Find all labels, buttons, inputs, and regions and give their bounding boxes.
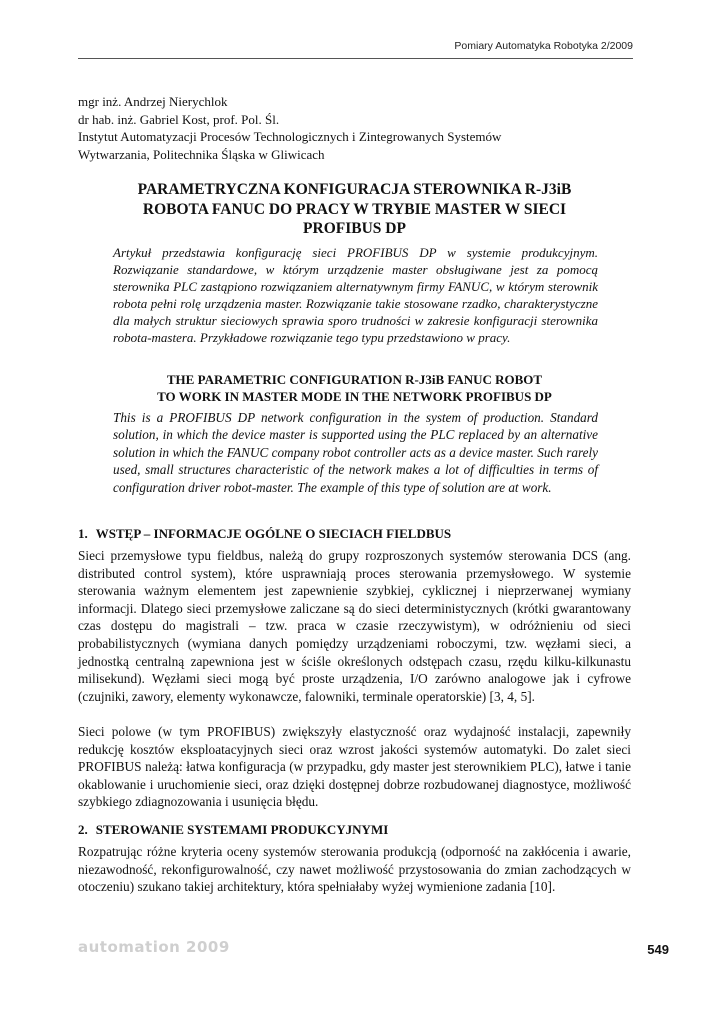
section-title: STEROWANIE SYSTEMAMI PRODUKCYJNYMI: [95, 822, 389, 837]
section-number: 1.: [78, 526, 88, 541]
abstract-pl: Artykuł przedstawia konfigurację sieci PROFIBUS DP w systemie produkcyjnym. Rozwiązanie standardowe, w którym urządzenie master obsługiwane jest za pomocą sterownika PLC zastąpiono rozwiązaniem alternatywnym firmy FANUC, w którym sterownik robota pełni rolę urządzenia master. Rozwiązanie takie stosowane rzadko, charakterystyczne dla małych struktur sieciowych sprawia sporo trudności w zakresie konfiguracji sterownika robota-mastera. Przykładowe rozwiązanie tego typu przedstawiono w pracy.: [113, 245, 598, 345]
author-block: [78, 93, 638, 163]
page-number: 549: [647, 942, 669, 957]
section-1-paragraph-2: Sieci polowe (w tym PROFIBUS) zwiększyły elastyczność oraz wydajność instalacji, zapewniły redukcję kosztów eksploatacyjnych sieci oraz wzrost jakości systemów automatyki. Do zalet sieci PROFIBUS należą: łatwa konfiguracja (w przypadku, gdy master jest sterownikiem PLC), łatwe i tanie okablowanie i uruchomienie sieci, oraz dzięki dostępnej dobrze rozbudowanej diagnostyce, możliwość szybkiego zdiagnozowania i usunięcia błędu.: [78, 724, 631, 810]
section-1-heading: [78, 525, 638, 542]
title-line: TO WORK IN MASTER MODE IN THE NETWORK PROFIBUS DP: [157, 389, 552, 404]
section-2-paragraph-1: Rozpatrując różne kryteria oceny systemów sterowania produkcją (odporność na zakłócenia i awarie, niezawodność, rekonfigurowalność, czy nawet możliwość przystosowania do zmian zachodzących w otoczeniu) szukano takiej architektury, która spełniałaby wyżej wymienione zadania [10].: [78, 844, 631, 895]
section-number: 2.: [78, 822, 88, 837]
journal-name: Pomiary Automatyka Robotyka 2/2009: [454, 40, 633, 52]
author-line: mgr inż. Andrzej Nierychlok: [78, 94, 228, 109]
running-header: [78, 40, 633, 59]
conference-logo: automation 2009: [78, 938, 230, 956]
paper-title-en: [78, 371, 631, 405]
title-line: ROBOTA FANUC DO PRACY W TRYBIE MASTER W SIECI: [142, 200, 567, 218]
paper-title-pl: [78, 180, 631, 239]
section-1-paragraph-1: Sieci przemysłowe typu fieldbus, należą do grupy rozproszonych systemów sterowania DCS (ang. distributed control system), które usprawniają proces sterowania przemysłowego. W systemie sterowania ważnym elementem jest zapewnienie szybkiej, cyklicznej i nieprzerwanej wymiany informacji. Dlatego sieci przemysłowe zaliczane są do sieci deterministycznych (krótki gwarantowany czas dostępu do magistrali – tzw. praca w czasie rzeczywistym), w odróżnieniu od sieci probabilistycznych (wymiana danych pomiędzy urządzeniami roboczymi, tzw. węzłami sieci, a jednostką centralną zapewniona jest w ściśle określonych odstępach czasu, rzędu kilku-kilkunastu milisekund). Węzłami sieci mogą być proste urządzenia, I/O zarówno analogowe jak i cyfrowe (czujniki, zawory, elementy wykonawcze, falowniki, terminale operatorskie) [3, 4, 5].: [78, 548, 631, 704]
affiliation-line: Instytut Automatyzacji Procesów Technologicznych i Zintegrowanych Systemów: [78, 129, 502, 145]
abstract-en: This is a PROFIBUS DP network configuration in the system of production. Standard solution, in which the device master is supported using the PLC replaced by an alternative solution in which the FANUC company robot controller acts as a device master. Such rarely used, small structures characteristic of the network makes a lot of difficulties in terms of configuration driver robot-master. The example of this type of solution are at work.: [113, 410, 598, 495]
title-line: PARAMETRYCZNA KONFIGURACJA STEROWNIKA R-J3iB: [137, 181, 572, 198]
section-title: WSTĘP – INFORMACJE OGÓLNE O SIECIACH FIELDBUS: [95, 526, 452, 541]
affiliation-line: Wytwarzania, Politechnika Śląska w Gliwicach: [78, 146, 325, 162]
title-line: PROFIBUS DP: [303, 220, 406, 237]
title-line: THE PARAMETRIC CONFIGURATION R-J3iB FANUC ROBOT: [166, 372, 543, 387]
author-line: dr hab. inż. Gabriel Kost, prof. Pol. Śl.: [78, 111, 280, 127]
section-2-heading: [78, 821, 638, 838]
